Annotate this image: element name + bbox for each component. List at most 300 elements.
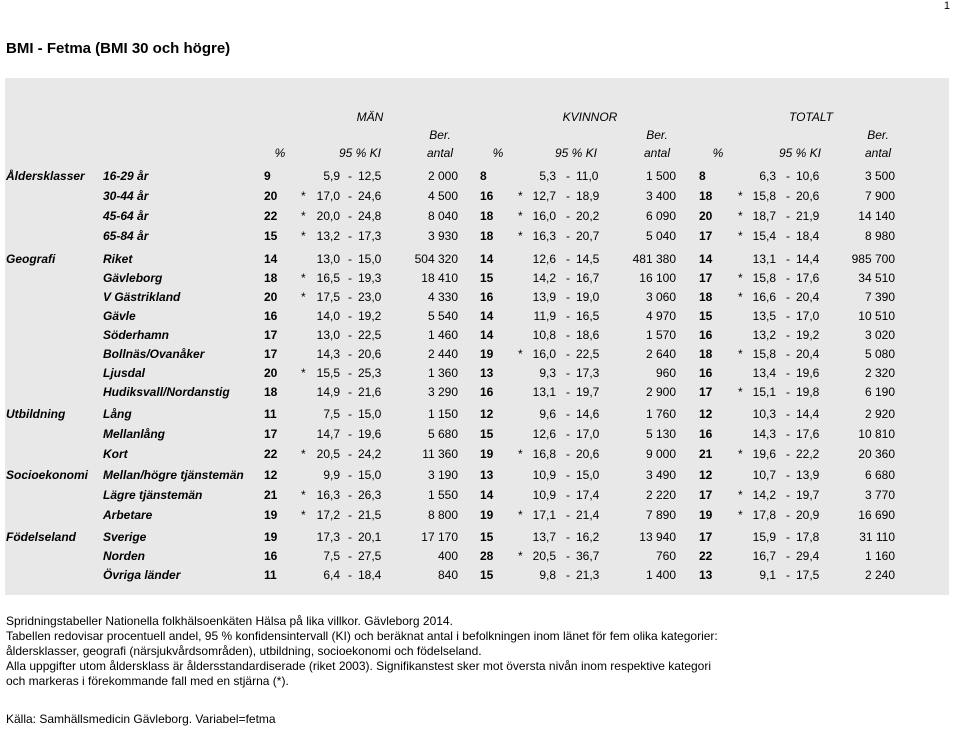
antal-value: 2 220 (645, 488, 676, 502)
ci-low: 10,9 (532, 468, 556, 482)
table-row (0, 485, 960, 504)
antal-value: 3 770 (864, 488, 895, 502)
significance-star: * (301, 488, 306, 502)
ci-low: 16,5 (316, 271, 340, 285)
ci-high: 17,8 (796, 530, 820, 544)
pct-value: 17 (264, 427, 278, 441)
col-header-antal: antal (864, 146, 892, 160)
ci-low: 13,2 (316, 229, 340, 243)
ci-low: 9,9 (323, 468, 340, 482)
pct-value: 18 (480, 209, 494, 223)
ci-dash: - (566, 508, 570, 522)
row-label: Lägre tjänstemän (103, 488, 203, 502)
source-note: Källa: Samhällsmedicin Gävleborg. Variabel=fetma (6, 712, 276, 726)
antal-value: 5 080 (864, 347, 895, 361)
antal-value: 2 900 (645, 385, 676, 399)
antal-value: 760 (655, 549, 676, 563)
row-label: Riket (103, 252, 133, 266)
ci-high: 20,1 (358, 530, 382, 544)
ci-high: 14,6 (576, 407, 600, 421)
pct-value: 16 (699, 427, 713, 441)
ci-low: 16,0 (532, 209, 556, 223)
ci-high: 21,9 (796, 209, 820, 223)
ci-low: 14,0 (316, 309, 340, 323)
antal-value: 3 500 (864, 169, 895, 183)
pct-value: 19 (480, 447, 494, 461)
ci-low: 15,8 (752, 347, 776, 361)
pct-value: 20 (264, 189, 278, 203)
ci-low: 13,2 (752, 328, 776, 342)
pct-value: 15 (699, 309, 713, 323)
ci-dash: - (786, 427, 790, 441)
ci-dash: - (348, 271, 352, 285)
ci-dash: - (348, 328, 352, 342)
group-header-women: KVINNOR (562, 110, 618, 124)
ci-high: 18,4 (796, 229, 820, 243)
col-header-pct: % (274, 146, 286, 160)
ci-dash: - (786, 252, 790, 266)
antal-value: 1 550 (427, 488, 458, 502)
pct-value: 18 (699, 290, 713, 304)
ci-low: 18,7 (752, 209, 776, 223)
pct-value: 20 (699, 209, 713, 223)
ci-dash: - (786, 549, 790, 563)
pct-value: 19 (264, 530, 278, 544)
ci-high: 19,0 (576, 290, 600, 304)
row-label: Gävle (103, 309, 136, 323)
ci-dash: - (786, 366, 790, 380)
ci-high: 19,6 (796, 366, 820, 380)
ci-high: 14,5 (576, 252, 600, 266)
significance-star: * (301, 290, 306, 304)
antal-value: 481 380 (632, 252, 676, 266)
pct-value: 13 (699, 568, 713, 582)
ci-low: 20,5 (316, 447, 340, 461)
pct-value: 19 (264, 508, 278, 522)
significance-star: * (301, 229, 306, 243)
antal-value: 8 800 (427, 508, 458, 522)
ci-low: 10,3 (752, 407, 776, 421)
ci-low: 15,9 (752, 530, 776, 544)
row-label: 16-29 år (103, 169, 149, 183)
ci-dash: - (786, 385, 790, 399)
ci-low: 9,8 (539, 568, 556, 582)
significance-star: * (518, 229, 523, 243)
table-row (0, 268, 960, 287)
ci-dash: - (566, 366, 570, 380)
col-header-pct: % (712, 146, 724, 160)
ci-high: 20,4 (796, 290, 820, 304)
group-header-men: MÄN (356, 110, 384, 124)
ci-high: 19,2 (358, 309, 382, 323)
ci-high: 20,6 (796, 189, 820, 203)
pct-value: 18 (480, 229, 494, 243)
pct-value: 15 (480, 530, 494, 544)
ci-low: 5,9 (323, 169, 340, 183)
significance-star: * (301, 271, 306, 285)
ci-high: 17,6 (796, 271, 820, 285)
antal-value: 8 980 (864, 229, 895, 243)
pct-value: 15 (480, 271, 494, 285)
ci-dash: - (348, 347, 352, 361)
ci-low: 6,4 (323, 568, 340, 582)
ci-low: 13,0 (316, 252, 340, 266)
significance-star: * (518, 209, 523, 223)
ci-low: 16,7 (752, 549, 776, 563)
ci-high: 18,4 (358, 568, 382, 582)
row-label: V Gästrikland (103, 290, 181, 304)
antal-value: 31 110 (859, 530, 895, 544)
table-row (0, 465, 960, 484)
pct-value: 16 (699, 328, 713, 342)
ci-high: 20,6 (576, 447, 600, 461)
pct-value: 14 (480, 309, 494, 323)
antal-value: 400 (437, 549, 458, 563)
category-label: Geografi (6, 252, 56, 266)
pct-value: 19 (699, 508, 713, 522)
significance-star: * (738, 271, 743, 285)
footer-note (6, 614, 718, 689)
ci-high: 11,0 (576, 169, 599, 183)
table-row (0, 287, 960, 306)
antal-value: 10 510 (858, 309, 895, 323)
col-header-ber: Ber. (646, 128, 668, 142)
page-title: BMI - Fetma (BMI 30 och högre) (6, 40, 231, 57)
table-row (0, 363, 960, 382)
pct-value: 12 (699, 468, 713, 482)
significance-star: * (518, 189, 523, 203)
ci-low: 15,5 (316, 366, 340, 380)
ci-low: 17,8 (752, 508, 776, 522)
pct-value: 13 (480, 468, 494, 482)
table-row (0, 206, 960, 225)
pct-value: 16 (264, 309, 278, 323)
ci-dash: - (566, 488, 570, 502)
pct-value: 14 (480, 488, 494, 502)
ci-high: 21,6 (358, 385, 382, 399)
antal-value: 4 970 (645, 309, 676, 323)
ci-dash: - (786, 290, 790, 304)
pct-value: 21 (264, 488, 278, 502)
pct-value: 11 (264, 568, 277, 582)
pct-value: 16 (480, 290, 494, 304)
antal-value: 3 060 (645, 290, 676, 304)
ci-low: 13,0 (316, 328, 340, 342)
ci-high: 24,2 (358, 447, 382, 461)
antal-value: 5 680 (427, 427, 458, 441)
pct-value: 14 (480, 252, 494, 266)
ci-dash: - (348, 385, 352, 399)
pct-value: 21 (699, 447, 713, 461)
ci-high: 24,6 (358, 189, 382, 203)
ci-low: 14,3 (752, 427, 776, 441)
pct-value: 20 (264, 290, 278, 304)
row-label: 30-44 år (103, 189, 149, 203)
ci-low: 7,5 (323, 407, 340, 421)
col-header-antal: antal (643, 146, 671, 160)
ci-dash: - (786, 407, 790, 421)
significance-star: * (738, 189, 743, 203)
ci-dash: - (786, 488, 790, 502)
pct-value: 17 (699, 488, 713, 502)
pct-value: 14 (480, 328, 494, 342)
ci-high: 14,4 (796, 407, 820, 421)
ci-high: 19,3 (358, 271, 382, 285)
pct-value: 12 (264, 468, 278, 482)
ci-high: 20,9 (796, 508, 820, 522)
ci-low: 17,2 (316, 508, 340, 522)
row-label: Ljusdal (103, 366, 146, 380)
ci-low: 20,5 (532, 549, 556, 563)
page-number: 1 (943, 0, 950, 12)
antal-value: 2 920 (864, 407, 895, 421)
ci-low: 15,4 (752, 229, 776, 243)
ci-low: 11,9 (533, 309, 556, 323)
ci-high: 17,4 (576, 488, 600, 502)
ci-high: 24,8 (358, 209, 382, 223)
pct-value: 16 (264, 549, 278, 563)
table-row (0, 344, 960, 363)
ci-high: 13,9 (796, 468, 820, 482)
row-label: Bollnäs/Ovanåker (103, 347, 205, 361)
table-row (0, 565, 960, 584)
ci-high: 16,5 (576, 309, 600, 323)
col-header-ki: 95 % KI (778, 146, 822, 160)
ci-dash: - (566, 447, 570, 461)
pct-value: 15 (264, 229, 278, 243)
pct-value: 12 (480, 407, 494, 421)
ci-dash: - (786, 309, 790, 323)
ci-low: 9,1 (759, 568, 776, 582)
table-row (0, 424, 960, 443)
ci-dash: - (566, 271, 570, 285)
pct-value: 22 (699, 549, 713, 563)
significance-star: * (738, 385, 743, 399)
row-label: Kort (103, 447, 128, 461)
pct-value: 9 (264, 169, 271, 183)
antal-value: 6 680 (864, 468, 895, 482)
ci-high: 17,0 (796, 309, 820, 323)
ci-dash: - (348, 189, 352, 203)
ci-high: 19,7 (796, 488, 820, 502)
ci-low: 9,3 (539, 366, 556, 380)
antal-value: 2 640 (645, 347, 676, 361)
antal-value: 1 460 (427, 328, 458, 342)
ci-low: 15,1 (752, 385, 776, 399)
ci-high: 22,2 (796, 447, 820, 461)
pct-value: 18 (264, 271, 278, 285)
significance-star: * (518, 508, 523, 522)
ci-dash: - (566, 568, 570, 582)
ci-high: 36,7 (576, 549, 600, 563)
antal-value: 11 360 (422, 447, 458, 461)
ci-high: 19,7 (576, 385, 600, 399)
ci-low: 15,8 (752, 189, 776, 203)
significance-star: * (301, 366, 306, 380)
ci-high: 20,4 (796, 347, 820, 361)
pct-value: 14 (699, 252, 713, 266)
antal-value: 8 040 (427, 209, 458, 223)
ci-high: 20,2 (576, 209, 600, 223)
ci-dash: - (348, 309, 352, 323)
col-header-ki: 95 % KI (554, 146, 598, 160)
ci-low: 10,7 (752, 468, 776, 482)
ci-dash: - (348, 366, 352, 380)
ci-low: 6,3 (759, 169, 776, 183)
col-header-ber: Ber. (867, 128, 889, 142)
ci-dash: - (348, 508, 352, 522)
antal-value: 9 000 (645, 447, 676, 461)
group-header-total: TOTALT (788, 110, 833, 124)
ci-low: 14,9 (316, 385, 340, 399)
ci-low: 12,7 (532, 189, 556, 203)
pct-value: 22 (264, 209, 278, 223)
ci-high: 25,3 (358, 366, 382, 380)
ci-low: 10,8 (532, 328, 556, 342)
antal-value: 7 900 (864, 189, 895, 203)
ci-high: 17,0 (576, 427, 600, 441)
ci-dash: - (348, 169, 352, 183)
ci-low: 13,1 (532, 385, 556, 399)
ci-dash: - (566, 328, 570, 342)
ci-dash: - (566, 169, 570, 183)
ci-high: 19,8 (796, 385, 820, 399)
antal-value: 2 320 (864, 366, 895, 380)
antal-value: 960 (655, 366, 676, 380)
ci-low: 16,6 (752, 290, 776, 304)
ci-dash: - (566, 347, 570, 361)
ci-high: 15,0 (576, 468, 600, 482)
ci-low: 13,1 (752, 252, 776, 266)
ci-dash: - (566, 549, 570, 563)
ci-dash: - (786, 328, 790, 342)
ci-high: 12,5 (358, 169, 382, 183)
row-label: Mellan/högre tjänstemän (103, 468, 244, 482)
ci-dash: - (348, 252, 352, 266)
ci-high: 19,6 (358, 427, 382, 441)
pct-value: 28 (480, 549, 494, 563)
pct-value: 15 (480, 568, 494, 582)
ci-dash: - (566, 209, 570, 223)
table-row (0, 186, 960, 205)
antal-value: 4 330 (427, 290, 458, 304)
pct-value: 8 (699, 169, 706, 183)
ci-high: 14,4 (796, 252, 820, 266)
category-label: Åldersklasser (6, 169, 85, 183)
ci-dash: - (348, 290, 352, 304)
pct-value: 17 (699, 229, 713, 243)
category-label: Utbildning (6, 407, 66, 421)
ci-dash: - (566, 252, 570, 266)
ci-high: 10,6 (796, 169, 820, 183)
ci-low: 14,3 (316, 347, 340, 361)
ci-high: 17,5 (796, 568, 820, 582)
pct-value: 17 (264, 347, 278, 361)
ci-high: 15,0 (358, 252, 382, 266)
footer-line: Spridningstabeller Nationella folkhälsoenkäten Hälsa på lika villkor. Gävleborg 2014. (6, 614, 453, 628)
ci-high: 18,9 (576, 189, 600, 203)
ci-dash: - (566, 468, 570, 482)
col-header-pct: % (492, 146, 504, 160)
category-label: Socioekonomi (6, 468, 89, 482)
ci-low: 13,7 (532, 530, 556, 544)
pct-value: 22 (264, 447, 278, 461)
col-header-ber: Ber. (429, 128, 451, 142)
antal-value: 7 890 (645, 508, 676, 522)
footer-line: Tabellen redovisar procentuell andel, 95 % konfidensintervall (KI) och beräknat antal i befolkningen inom länet för fem olika kategorier: (6, 629, 718, 643)
ci-high: 17,6 (796, 427, 820, 441)
antal-value: 985 700 (851, 252, 895, 266)
antal-value: 840 (437, 568, 458, 582)
table-row (0, 166, 960, 185)
col-header-antal: antal (426, 146, 454, 160)
pct-value: 12 (699, 407, 713, 421)
ci-dash: - (566, 309, 570, 323)
row-label: Norden (103, 549, 145, 563)
ci-high: 17,3 (576, 366, 600, 380)
row-label: Söderhamn (103, 328, 170, 342)
ci-low: 12,6 (532, 252, 556, 266)
ci-high: 27,5 (358, 549, 382, 563)
pct-value: 11 (264, 407, 277, 421)
ci-low: 17,3 (316, 530, 340, 544)
antal-value: 1 360 (427, 366, 458, 380)
antal-value: 1 160 (864, 549, 895, 563)
ci-dash: - (348, 209, 352, 223)
antal-value: 6 190 (864, 385, 895, 399)
significance-star: * (738, 508, 743, 522)
ci-low: 5,3 (539, 169, 556, 183)
antal-value: 3 930 (427, 229, 458, 243)
significance-star: * (738, 229, 743, 243)
pct-value: 17 (264, 328, 278, 342)
ci-low: 13,9 (532, 290, 556, 304)
antal-value: 3 490 (645, 468, 676, 482)
antal-value: 18 410 (421, 271, 458, 285)
ci-high: 16,7 (576, 271, 600, 285)
antal-value: 16 690 (858, 508, 895, 522)
ci-high: 29,4 (796, 549, 820, 563)
pct-value: 16 (699, 366, 713, 380)
table-row (0, 249, 960, 268)
ci-low: 7,5 (323, 549, 340, 563)
ci-high: 16,2 (576, 530, 600, 544)
ci-low: 10,9 (532, 488, 556, 502)
antal-value: 1 400 (645, 568, 676, 582)
ci-low: 17,1 (532, 508, 556, 522)
table-row (0, 505, 960, 524)
antal-value: 5 130 (645, 427, 676, 441)
ci-dash: - (786, 447, 790, 461)
table-row (0, 404, 960, 423)
pct-value: 17 (699, 271, 713, 285)
antal-value: 5 040 (645, 229, 676, 243)
ci-low: 17,0 (316, 189, 340, 203)
ci-low: 16,8 (532, 447, 556, 461)
pct-value: 18 (699, 189, 713, 203)
ci-dash: - (348, 530, 352, 544)
antal-value: 1 760 (645, 407, 676, 421)
ci-low: 19,6 (752, 447, 776, 461)
ci-high: 21,5 (358, 508, 382, 522)
pct-value: 20 (264, 366, 278, 380)
row-label: 65-84 år (103, 229, 149, 243)
ci-low: 12,6 (532, 427, 556, 441)
ci-high: 22,5 (358, 328, 382, 342)
ci-high: 23,0 (358, 290, 382, 304)
significance-star: * (738, 290, 743, 304)
ci-dash: - (786, 568, 790, 582)
